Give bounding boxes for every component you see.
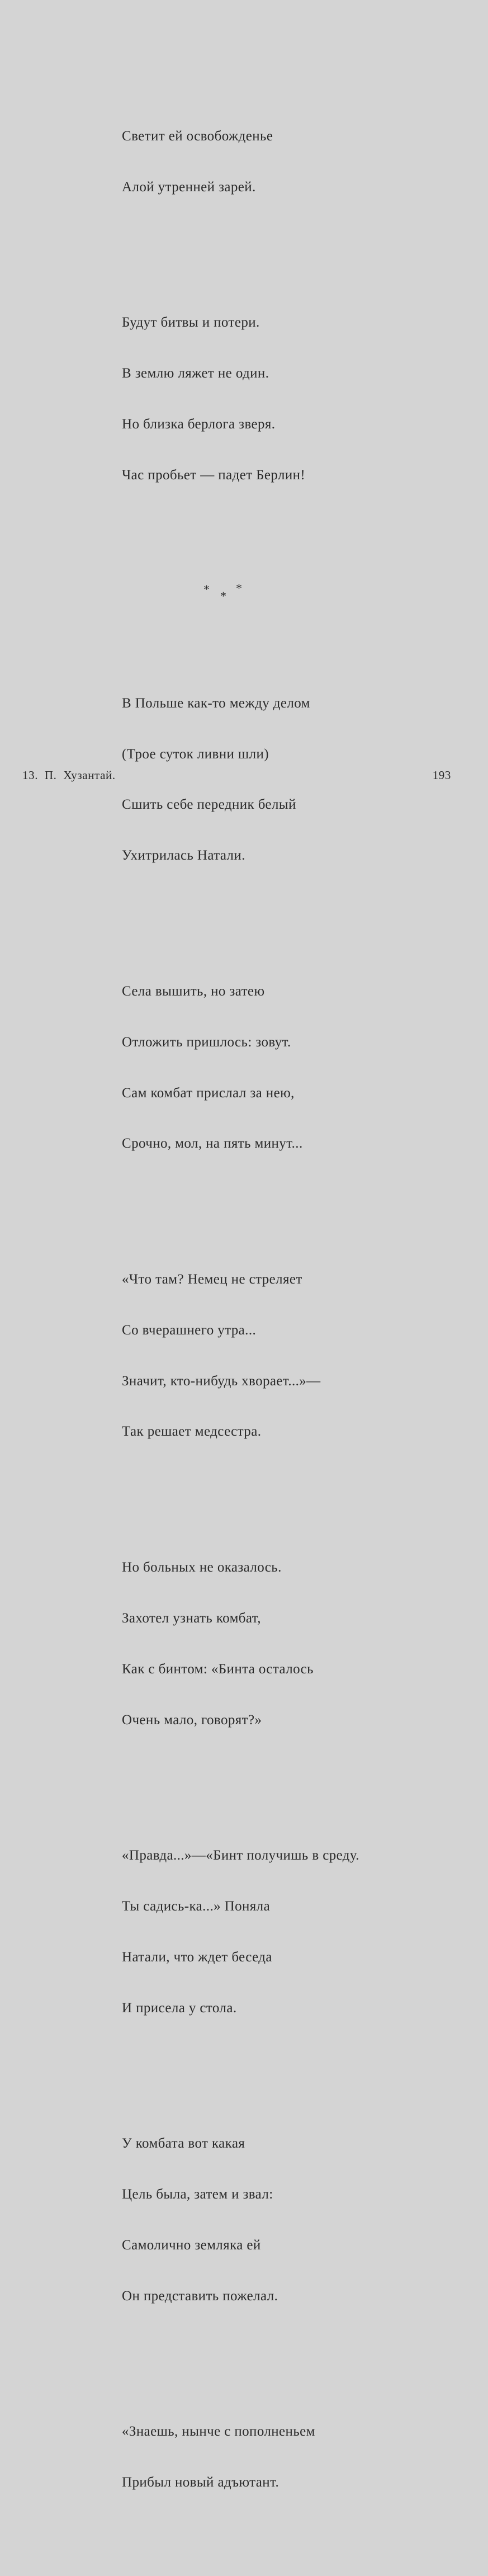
poem-line: «Правда...»—«Бинт получишь в среду.	[122, 1847, 359, 1863]
poem-line: Прибыл новый адъютант.	[122, 2474, 279, 2490]
poem-line: Срочно, мол, на пять минут...	[122, 1136, 303, 1152]
poem-line: Ухитрилась Натали.	[122, 848, 245, 864]
poem-line: Светит ей освобожденье	[122, 129, 273, 144]
stanza	[122, 95, 435, 230]
separator-star: *	[220, 589, 227, 603]
stanza	[122, 1813, 435, 2050]
poem-line: И присела у стола.	[122, 2000, 237, 2016]
poem-line: Отложить пришлось: зовут.	[122, 1034, 291, 1050]
poem-line: Натали, что ждет беседа	[122, 1949, 272, 1965]
poem-line: (Трое суток ливни шли)	[122, 746, 269, 762]
poem-line: Сам комбат прислал за нею,	[122, 1085, 295, 1101]
poem-line: «Что там? Немец не стреляет	[122, 1271, 302, 1287]
stanza	[122, 281, 435, 518]
page-footer	[22, 768, 451, 782]
poem-line: «Знаешь, нынче с пополненьем	[122, 2423, 315, 2439]
poem-line: Как с бинтом: «Бинта осталось	[122, 1661, 314, 1677]
poem-line: Час пробьет — падет Берлин!	[122, 468, 306, 483]
poem-line: Села вышить, но затею	[122, 983, 265, 999]
poem-line: Со вчерашнего утра...	[122, 1322, 257, 1338]
poem-line: Но близка берлога зверя.	[122, 417, 276, 432]
stanza	[122, 949, 435, 1186]
stanza	[122, 2389, 435, 2525]
poem-line: Цель была, затем и звал:	[122, 2186, 273, 2202]
poem-line: Он представить пожелал.	[122, 2288, 278, 2304]
poem-text	[122, 60, 435, 2576]
poem-line: Алой утренней зарей.	[122, 180, 256, 195]
separator-star: *	[203, 582, 210, 597]
poem-line: В землю ляжет не один.	[122, 366, 269, 381]
stanza	[122, 1237, 435, 1474]
poem-line: Так решает медсестра.	[122, 1424, 262, 1440]
poem-line: Самолично земляка ей	[122, 2237, 261, 2253]
signature-mark: 13. П. Хузантай.	[22, 768, 116, 782]
poem-line: В Польше как-то между делом	[122, 695, 310, 711]
poem-line: Сшить себе передник белый	[122, 797, 296, 813]
poem-line: Значит, кто-нибудь хворает...»—	[122, 1373, 321, 1389]
poem-line: Будут битвы и потери.	[122, 315, 260, 331]
poem-line: Очень мало, говорят?»	[122, 1712, 262, 1728]
poem-line: У комбата вот какая	[122, 2135, 245, 2151]
page-number: 193	[432, 768, 451, 782]
stanza	[122, 2101, 435, 2338]
poem-line: Ты садись-ка...» Поняла	[122, 1898, 271, 1914]
poem-line: Захотел узнать комбат,	[122, 1610, 261, 1626]
separator-star: *	[236, 581, 243, 596]
poem-line: Но больных не оказалось.	[122, 1559, 282, 1575]
section-separator	[122, 581, 435, 610]
stanza	[122, 1525, 435, 1762]
